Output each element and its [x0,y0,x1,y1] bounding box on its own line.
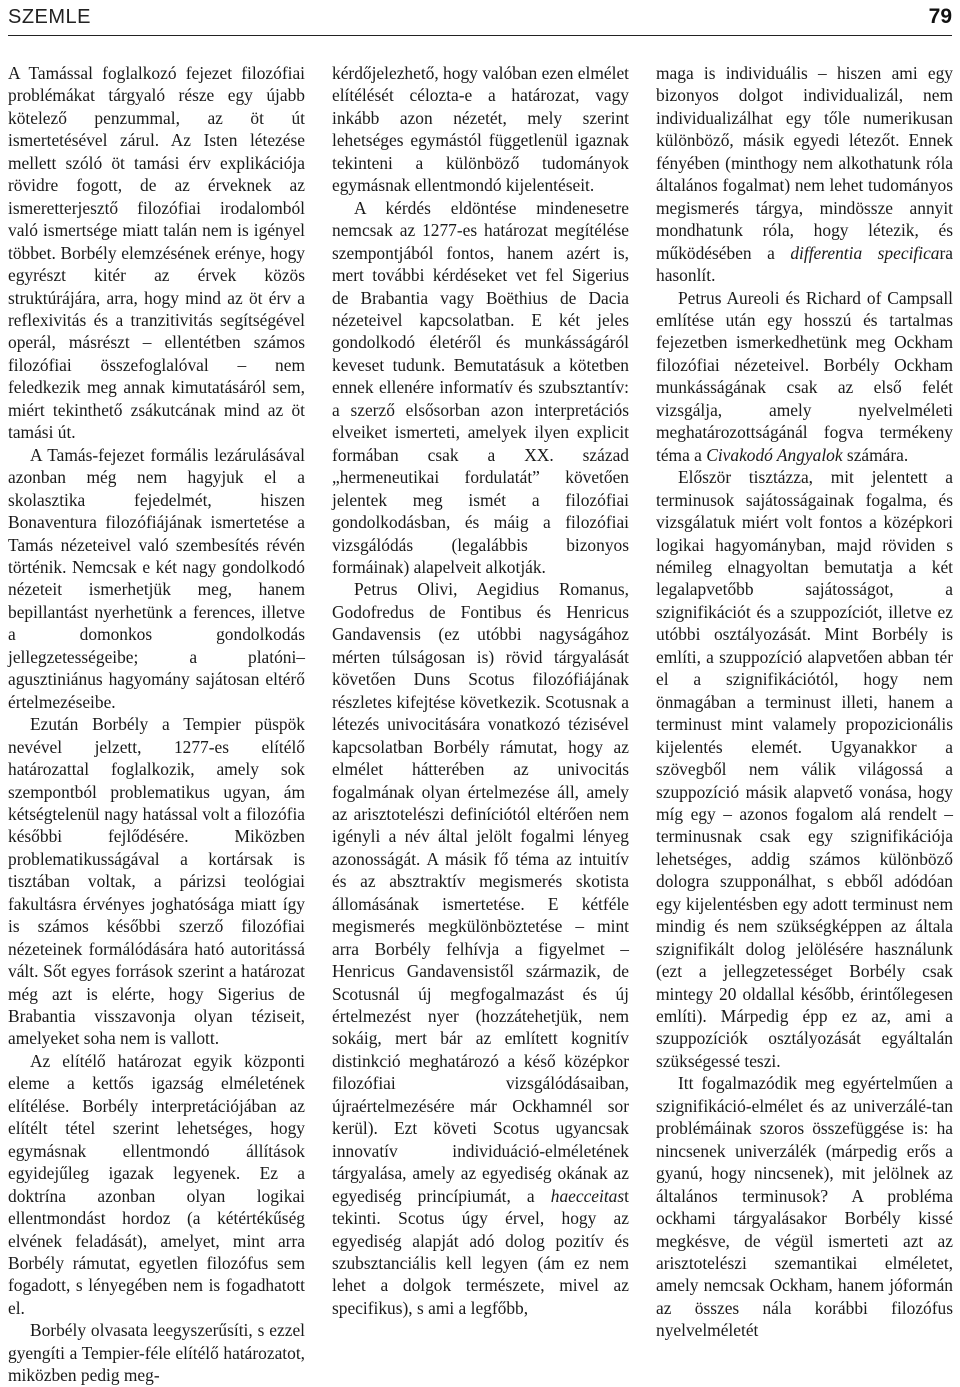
italic-term: Civakodó Angyalok [706,444,843,465]
paragraph: A Tamás-fejezet formális lezárulásával azonban még nem hagyjuk el a skolasztika fejedelmét, hiszen Bonaventura filozófiájának ismertetése a Tamás nézeteivel való szembesítés révén történik. Nemcsak e két nagy gondolkodó nézeteit ismerhetjük meg, hanem bepillantást nyerhetünk a ferences, illetve a domonkos gondolkodás jellegzetességeibe; a platóni–agusztiniánus hagyomány sajátosan eltérő értelmezéseibe. [8,444,305,712]
text-run: számára. [842,444,909,465]
paragraph [656,287,953,467]
section-title: SZEMLE [8,6,92,28]
paragraph: kérdőjelezhető, hogy valóban ezen elmélet elítélését célozta-e a határozat, vagy inkább azon nézetét, mely szerint lehetséges egymástól függetlenül igaznak tekinteni a különböző tudományok egymásnak ellentmondó kijelentéseit. [332,63,629,196]
text-run: maga is individuális – hiszen ami egy bizonyos dolgot individualizál, nem individualizálhat egy tőle numerikusan különböző, másik egyedi létezőt. Ennek fényében (minthogy nem alkothatunk róla általános fogalmat) nem lehet tudományos megismerés tárgya, mindössze annyit mondhatunk róla, hogy létezik, és működésében a [656,63,953,263]
italic-term: differentia specifica [790,242,940,263]
page-number: 79 [928,5,952,28]
text-column-1 [8,62,305,1386]
text-run: ra hasonlít. [656,242,953,286]
paragraph: Ezután Borbély a Tempier püspök nevével jelzett, 1277-es elítélő határozattal foglalkozik, amely sok szempontból problematikus ugyan, ám kétségtelenül nagy hatással volt a filozófia későbbi fejlődésére. Miközben problematikusságával a kortársak is tisztában voltak, a párizsi teológiai fakultásra érvényes joghatósága miatt így is számos későbbi szerző filozófiai nézeteinek formálódására ható autoritássá vált. Sőt egyes források szerint a határozat még azt is elérte, hogy Sigerius de Brabantia visszavonja olyan téziseit, amelyeket soha nem is vallott. [8,714,305,1049]
text-column-3 [656,62,953,1341]
paragraph: A kérdés eldöntése mindenesetre nemcsak az 1277-es határozat megítélése szempontjából fontos, hanem azért is, mert további kérdéseket vet fel Sigerius de Brabantia vagy Boëthius de Dacia nézeteivel kapcsolatban. E két jeles gondolkodó életéről és munkásságáról keveset tudunk. Bemutatásuk a kötetben ennek ellenére informatív és szubsztantív: a szerző elsősorban azon interpretációs elveiket ismerteti, amelyek ilyen explicit formában csak a XX. század „hermeneutikai fordulatát” követően jelentek meg ismét a filozófiai gondolkodásban, és máig a filozófiai vizsgálódás (legalábbis bizonyos formáinak) alapelveit alkotják. [332,197,629,577]
article-body [8,62,953,1386]
text-run: Petrus Aureoli és Richard of Campsall említése után egy hosszú és tartalmas fejezetben ismerkedhetünk meg Ockham filozófiai nézeteivel. Borbély Ockham munkásságának csak az első felét vizsgálja, amely nyelvelméleti meghatározottságánál fogva termékeny téma a [656,287,953,465]
paragraph [332,578,629,1319]
paragraph: A Tamással foglalkozó fejezet filozófiai problémákat tárgyaló része egy újabb kötelező penzummal, az öt út ismertetésével zárul. Az Isten létezése mellett szóló öt tamási érv explikációja rövidre fogott, de az érveknek az ismeretterjesztő filozófiai irodalomból való ismertsége miatt talán nem is igényel többet. Borbély elemzésének erénye, hogy egyrészt kitér az érvek közös struktúrájára, arra, hogy mind az öt érv a reflexivitás és a tranzitivitás segítségével operál, másrészt – ellentétben számos filozófiai összefoglalóval – nem feledkezik meg annak kimutatásáról sem, miért tekinthető zsákutcának mind az öt tamási út. [8,63,305,443]
paragraph: Itt fogalmazódik meg egyértelműen a szignifikáció-elmélet és az univerzálé-tan problémáinak szoros összefüggése is: ha nincsenek univerzálék (márpedig erős a gyanú, hogy nincsenek), mit jelölnek az általános terminusok? A probléma ockhami tárgyalásakor Borbély kissé megkésve, de végül ismerteti azt az arisztotelészi szemantikai elméletet, amely nemcsak Ockham, hanem jóformán az összes nála korábbi filozófus nyelvelméletét [656,1073,953,1341]
paragraph: Az elítélő határozat egyik központi eleme a kettős igazság elméletének elítélése. Borbély interpretációjában az elítélt tétel szerint lehetséges, hogy egymásnak ellentmondó állítások egyidejűleg igazak legyenek. Ez a doktrína azonban olyan logikai ellentmondást hordoz (a kétértékűség elvének feladását), amelyet, mint arra Borbély rámutat, egyetlen filozófus sem fogadott, s lényegében nem is fogadhatott el. [8,1050,305,1318]
italic-term: haecceitas [550,1185,625,1206]
text-column-2 [332,62,629,1318]
paragraph [656,62,953,287]
text-run: t tekinti. Scotus úgy érvel, hogy az egyediség alapját adó dolog pozitív és szubsztanciális kell legyen (ám ez nem lehet a dolgok természete, mivel az specifikus), s ami a legfőbb, [332,1185,629,1318]
page-header [8,0,952,36]
paragraph: Borbély olvasata leegyszerűsíti, s ezzel gyengíti a Tempier-féle elítélő határozatot, miközben pedig meg- [8,1320,305,1386]
paragraph: Először tisztázza, mit jelentett a terminusok sajátosságainak fogalma, és vizsgálatuk miért volt fontos a középkori logikai hagyományban, majd röviden s némileg elnagyoltan bemutatja a két legalapvetőbb sajátosságot, a szignifikációt és a szuppozíciót, illetve ez utóbbi osztályozását. Mint Borbély is említi, a szuppozíció alapvetően abban tér el a szignifikációtól, hogy nem önmagában a terminust illeti, hanem a terminust mint valamely propozicionális kijelentés elemét. Ugyanakkor a szövegből nem válik világossá a szuppozíció másik alapvető vonása, hogy míg egy – azonos fogalom alá rendelt – terminusnak csak egy szignifikációja lehetséges, addig számos különböző dologra szupponálhat, s ebből adódóan egy kijelentésben egy adott terminust nem mindig és nem szükségképpen az általa szignifikált dolog jelölésére használunk (ezt a jellegzetességet Borbély csak mintegy 20 oldallal később, érintőlegesen említi). Márpedig épp ez az, ami a szuppozíciók osztályozását egyáltalán szükségessé teszi. [656,467,953,1071]
text-run: Petrus Olivi, Aegidius Romanus, Godofredus de Fontibus és Henricus Gandavensis (ez utóbbi nagyságához mérten túlságosan is) rövid tárgyalását követően Duns Scotus filozófiájának részletes kifejtése következik. Scotusnak a létezés univocitására vonatkozó tézisével kapcsolatban Borbély rámutat, hogy az elmélet hátterében az univocitás fogalmának olyan értelmezése áll, amely az arisztotelészi definíciótól eltérően nem igényli a név által jelölt fogalmi lényeg azonosságát. A másik fő téma az intuitív és az absztraktív megismerés skotista állomásának ismertetése. E kétféle megismerés megkülönböztetése – mint arra Borbély felhívja a figyelmet – Henricus Gandavensistől származik, de Scotusnál új megfogalmazást és új értelmezést nyer (hozzátehetjük, nem sokáig, mert bár az említett kognitív distinkció meghatározó a késő középkor filozófiai vizsgálódásaiban, újraértelmezésére már Ockhamnél sor kerül). Ezt követi Scotus ugyancsak innovatív individuáció-elméletének tárgyalása, amely az egyediség okának az egyediség princípiumát, a [332,579,629,1206]
